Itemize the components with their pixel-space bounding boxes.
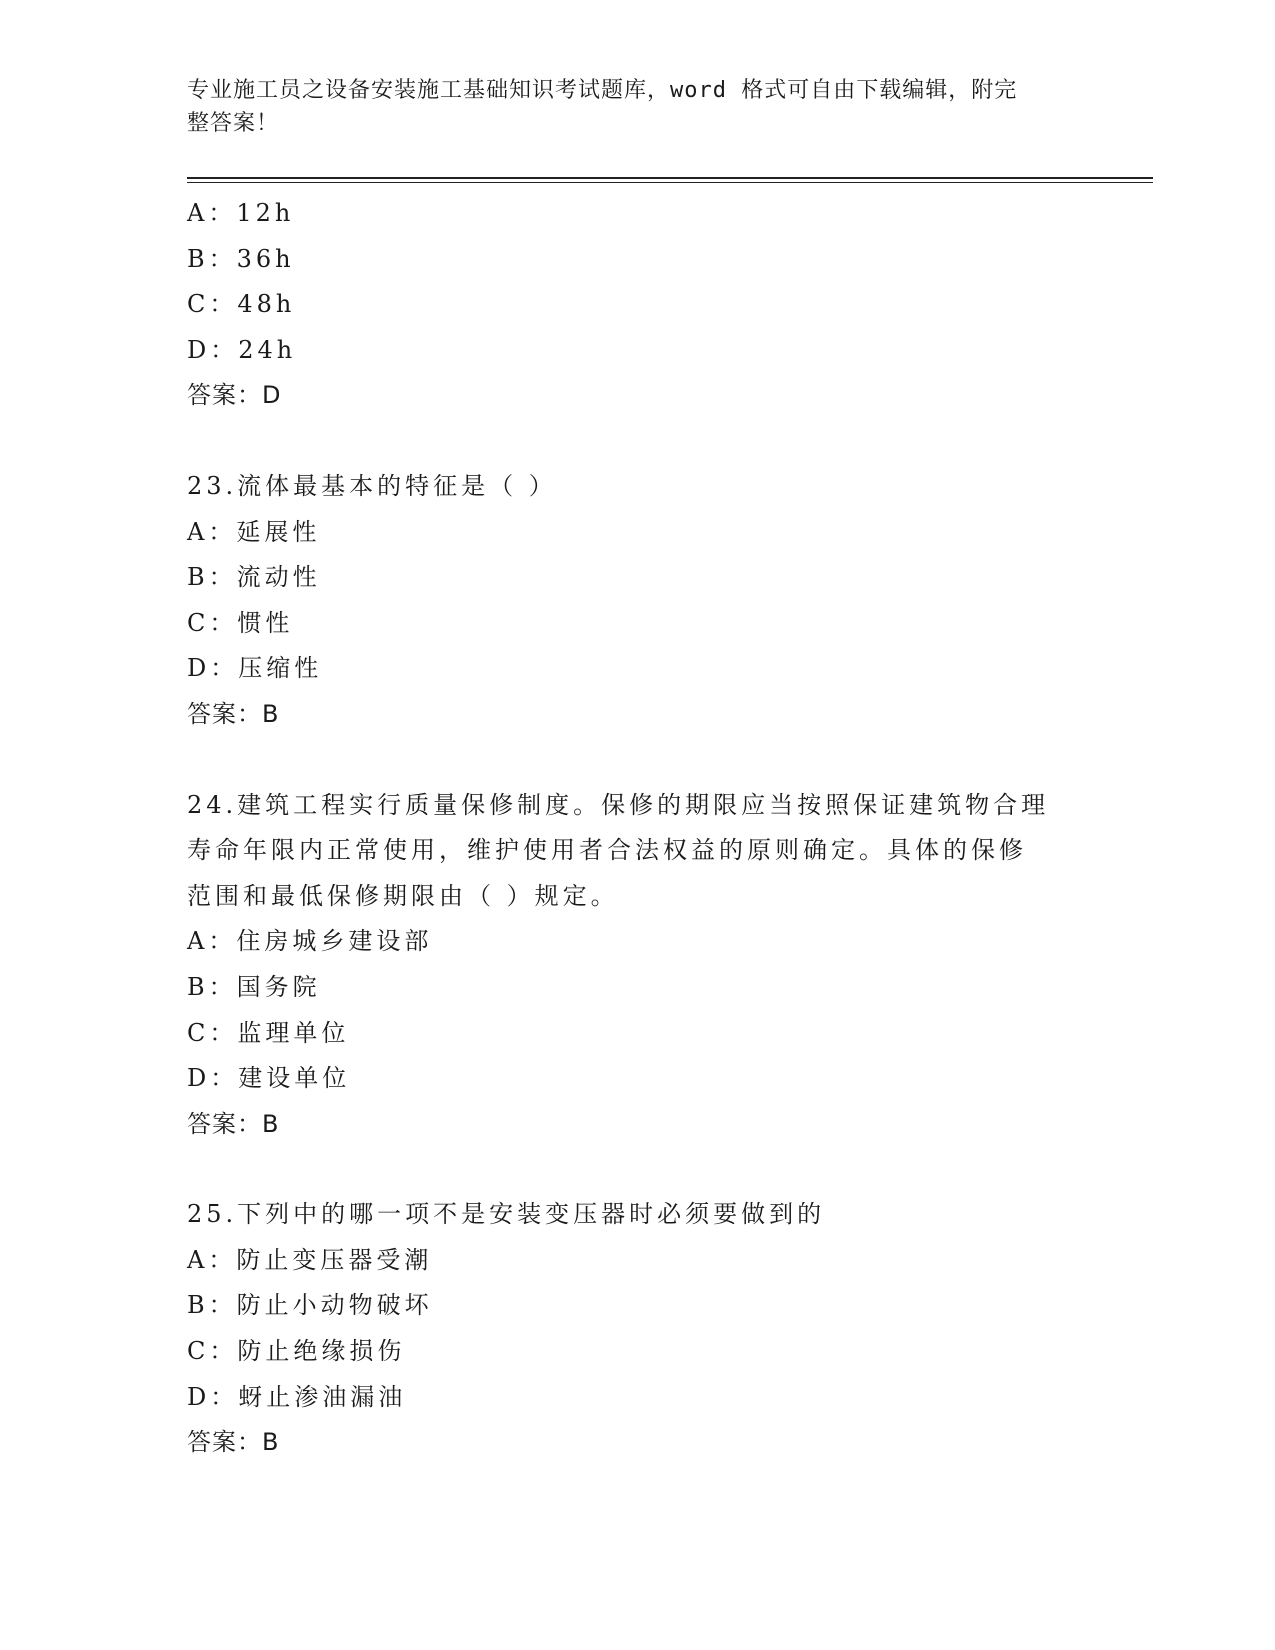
header-line-1: 专业施工员之设备安装施工基础知识考试题库，word 格式可自由下载编辑，附完	[187, 78, 1018, 103]
answer: 答案：B	[187, 1428, 280, 1457]
header-divider-thin	[187, 182, 1153, 183]
header-divider-thick	[187, 177, 1153, 179]
question-22-tail	[187, 191, 1087, 419]
option-b: B：防止小动物破坏	[187, 1291, 433, 1320]
header-line-2: 整答案！	[187, 111, 280, 136]
option-d: D：压缩性	[187, 654, 323, 683]
question-stem-line-3: 范围和最低保修期限由（ ）规定。	[187, 881, 619, 910]
question-list	[187, 191, 1087, 1466]
spacer	[187, 738, 1087, 783]
option-d: D：建设单位	[187, 1064, 351, 1093]
document-header	[187, 74, 1067, 140]
option-d: D：24h	[187, 335, 297, 364]
question-stem-line-2: 寿命年限内正常使用，维护使用者合法权益的原则确定。具体的保修	[187, 836, 1027, 865]
option-b: B：36h	[187, 244, 295, 273]
option-a: A：12h	[187, 199, 295, 227]
answer: 答案：B	[187, 699, 280, 728]
option-a: A：延展性	[187, 517, 321, 546]
answer: 答案：B	[187, 1109, 280, 1138]
option-b: B：国务院	[187, 972, 321, 1001]
question-stem-line-1: 24.建筑工程实行质量保修制度。保修的期限应当按照保证建筑物合理	[187, 790, 1050, 819]
option-c: C：惯性	[187, 608, 294, 637]
option-a: A：住房城乡建设部	[187, 927, 433, 956]
answer: 答案：D	[187, 381, 282, 410]
option-c: C：监理单位	[187, 1018, 350, 1047]
option-c: C：防止绝缘损伤	[187, 1337, 406, 1366]
option-d: D：蚜止渗油漏油	[187, 1382, 407, 1411]
option-a: A：防止变压器受潮	[187, 1245, 433, 1274]
spacer	[187, 1147, 1087, 1192]
option-c: C：48h	[187, 290, 296, 319]
question-25	[187, 1192, 1087, 1466]
question-23	[187, 464, 1087, 738]
option-b: B：流动性	[187, 563, 321, 592]
question-stem: 23.流体最基本的特征是（ ）	[187, 471, 557, 500]
question-stem: 25.下列中的哪一项不是安装变压器时必须要做到的	[187, 1200, 826, 1229]
spacer	[187, 419, 1087, 464]
question-24	[187, 783, 1087, 1148]
